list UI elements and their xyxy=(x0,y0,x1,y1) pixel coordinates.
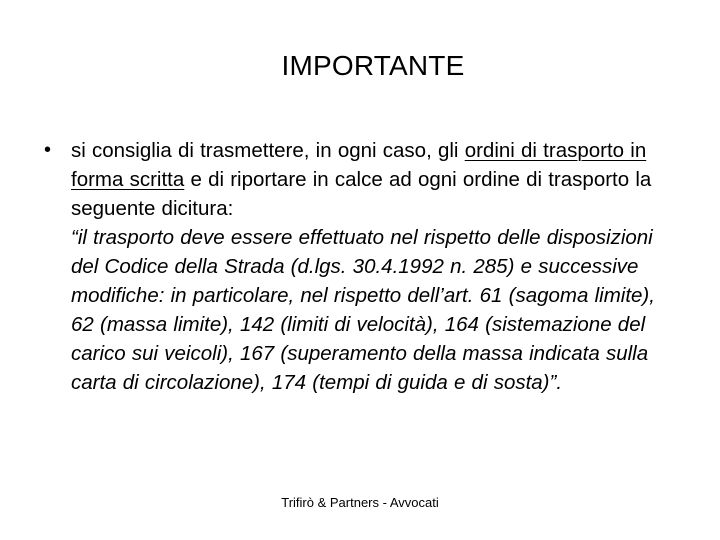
footer-text: Trifirò & Partners - Avvocati xyxy=(281,495,439,510)
paragraph-text-intro: si consiglia di trasmettere, in ogni caso, gli xyxy=(71,139,465,162)
bullet-paragraph xyxy=(71,136,681,397)
quoted-disclaimer: “il trasporto deve essere effettuato nel rispetto delle disposizioni del Codice della Strada (d.lgs. 30.4.1992 n. 285) e successive modifiche: in particolare, nel rispetto dell’art. 61 (sagoma limite), 62 (massa limite), 142 (limiti di velocità), 164 (sistemazione del carico sui veicoli), 167 (superamento della massa indicata sulla carta di circolazione), 174 (tempi di guida e di sosta)”. xyxy=(71,226,655,394)
underlined-phrase: ordini di trasporto in forma scritta xyxy=(71,139,647,191)
bullet-marker: • xyxy=(44,139,52,161)
paragraph-text-continuation: e di riportare in calce ad ogni ordine di trasporto la seguente dicitura: xyxy=(71,168,652,220)
slide-title: IMPORTANTE xyxy=(281,50,465,81)
